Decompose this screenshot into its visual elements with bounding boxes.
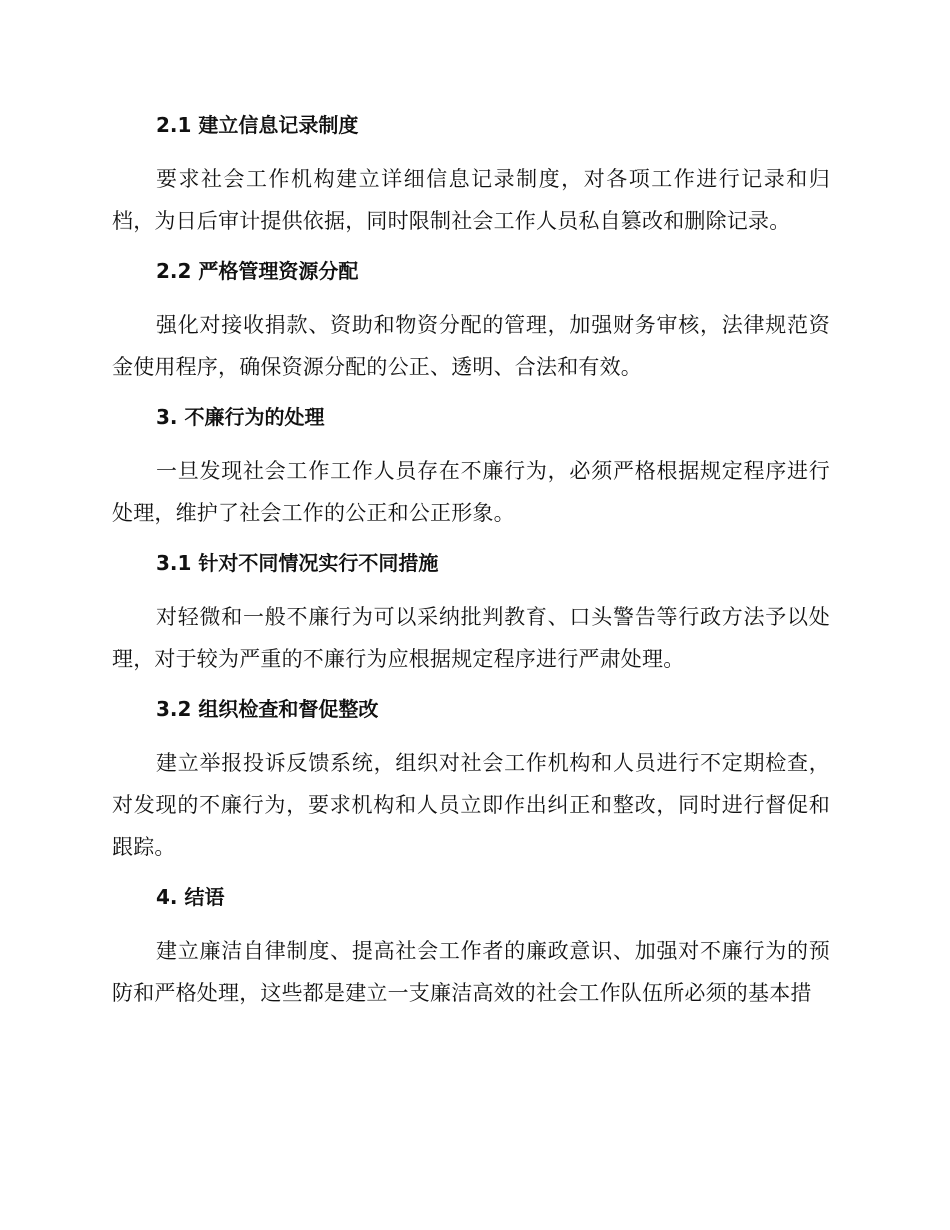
section-heading-3-1: 3.1 针对不同情况实行不同措施 xyxy=(156,551,439,575)
document-page xyxy=(112,110,830,1028)
section-heading-3: 3. 不廉行为的处理 xyxy=(156,405,325,429)
section-body-4: 建立廉洁自律制度、提高社会工作者的廉政意识、加强对不廉行为的预防和严格处理，这些都是建立一支廉洁高效的社会工作队伍所必须的基本措 xyxy=(112,939,830,1005)
section-body-2-1: 要求社会工作机构建立详细信息记录制度，对各项工作进行记录和归档，为日后审计提供依据，同时限制社会工作人员私自篡改和删除记录。 xyxy=(112,167,830,233)
section-body-3: 一旦发现社会工作工作人员存在不廉行为，必须严格根据规定程序进行处理，维护了社会工作的公正和公正形象。 xyxy=(112,459,830,525)
section-body-3-2: 建立举报投诉反馈系统，组织对社会工作机构和人员进行不定期检查，对发现的不廉行为，要求机构和人员立即作出纠正和整改，同时进行督促和跟踪。 xyxy=(112,751,830,859)
section-heading-4: 4. 结语 xyxy=(156,885,225,909)
section-heading-2-2: 2.2 严格管理资源分配 xyxy=(156,259,359,283)
section-heading-3-2: 3.2 组织检查和督促整改 xyxy=(156,697,379,721)
section-body-2-2: 强化对接收捐款、资助和物资分配的管理，加强财务审核，法律规范资金使用程序，确保资源分配的公正、透明、合法和有效。 xyxy=(112,313,830,379)
section-heading-2-1: 2.1 建立信息记录制度 xyxy=(156,113,359,137)
section-body-3-1: 对轻微和一般不廉行为可以采纳批判教育、口头警告等行政方法予以处理，对于较为严重的不廉行为应根据规定程序进行严肃处理。 xyxy=(112,605,830,671)
